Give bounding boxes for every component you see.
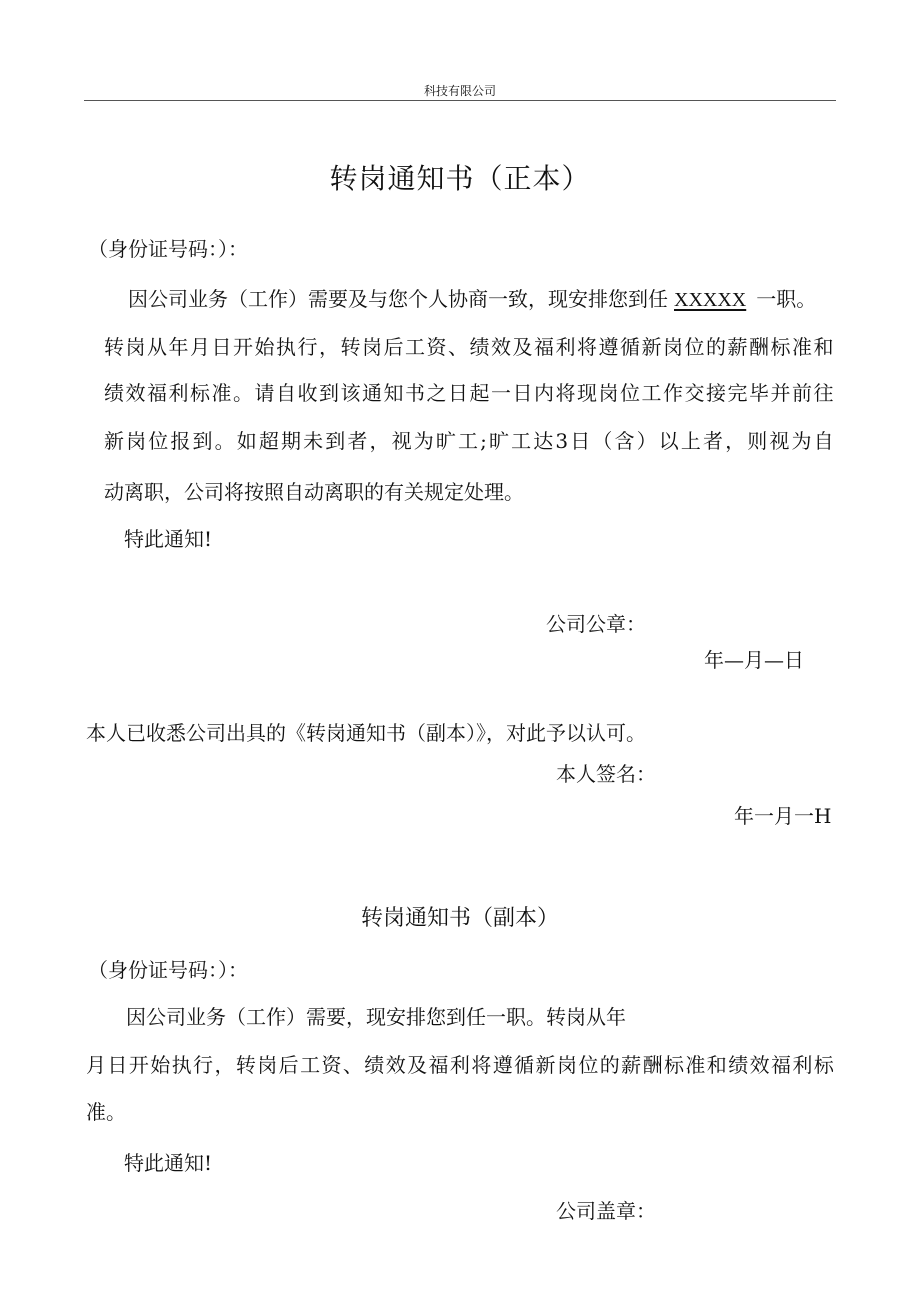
original-paragraph-line-3: 绩 效 福 利 标 准 。 请 自 收 到 该 通 知 书 之 日 起 一 日 内 将 现 岗 位 工 作 交 接 完 毕 并 前 往: [104, 381, 834, 405]
original-id-line: （身份证号码：）：: [88, 237, 248, 261]
original-paragraph-line-1-suffix: 一职。: [756, 287, 817, 311]
signature-label: 本人签名：: [556, 762, 656, 786]
position-placeholder: XXXXX: [674, 289, 747, 311]
copy-notice: 特此通知!: [124, 1151, 213, 1175]
copy-id-line: （身份证号码：）：: [88, 958, 248, 982]
original-paragraph-line-2: 转 岗 从 年 月 日 开 始 执 行 ， 转 岗 后 工 资 、 绩 效 及 福 利 将 遵 循 新 岗 位 的 薪 酬 标 准 和: [104, 335, 834, 359]
header-company-name: 科技有限公司: [423, 84, 496, 98]
original-notice: 特此通知!: [124, 527, 213, 551]
copy-paragraph-line-3: 准。: [86, 1100, 126, 1124]
copy-seal-label: 公司盖章：: [556, 1199, 656, 1223]
original-paragraph-line-4: 新 岗 位 报 到 。 如 超 期 未 到 者 ， 视 为 旷 工 ; 旷 工 达 3 日 （ 含 ） 以 上 者 ， 则 视 为 自: [104, 429, 834, 453]
original-paragraph-line-1: [128, 286, 816, 313]
company-seal-label: 公司公章：: [546, 612, 646, 636]
original-date: 年—月—日: [704, 648, 804, 672]
copy-paragraph-line-1: 因公司业务（工作）需要，现安排您到任一职。转岗从年: [126, 1005, 626, 1029]
copy-title: 转岗通知书（副本）: [360, 906, 559, 931]
acknowledgement-text: 本人已收悉公司出具的《转岗通知书（副本）》，对此予以认可。: [86, 721, 646, 745]
original-paragraph-line-5: 动离职，公司将按照自动离职的有关规定处理。: [104, 480, 524, 504]
original-paragraph-line-1-text: 因公司业务（工作）需要及与您个人协商一致，现安排您到任: [128, 287, 668, 311]
header-divider: [84, 100, 836, 101]
signature-date: 年一月一H: [734, 804, 832, 828]
original-title: 转岗通知书（正本）: [329, 162, 591, 195]
copy-paragraph-line-2: 月 日 开 始 执 行 ， 转 岗 后 工 资 、 绩 效 及 福 利 将 遵 循 新 岗 位 的 薪 酬 标 准 和 绩 效 福 利 标: [86, 1053, 834, 1077]
